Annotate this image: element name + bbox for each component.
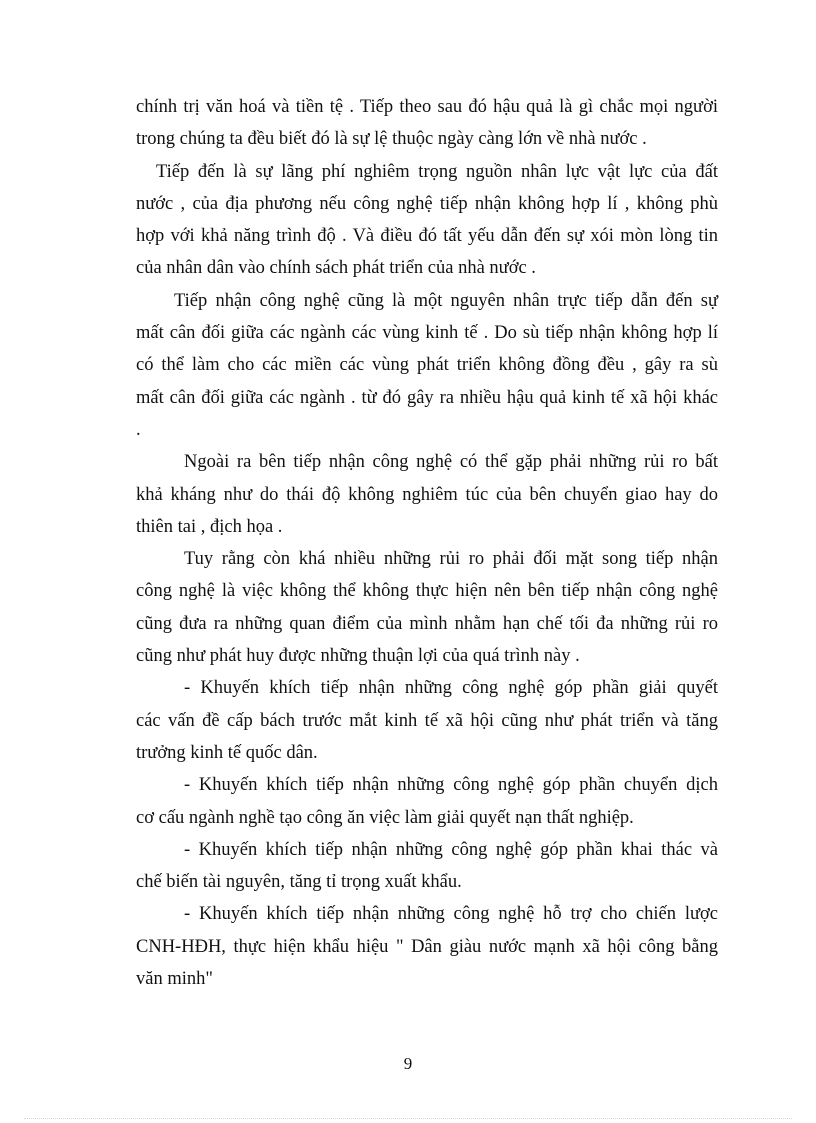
text-line: trưởng kinh tế quốc dân. [136, 742, 318, 763]
text-line: mất cân đối giữa các ngành . từ đó gây ra nhiều hậu quả kinh tế xã hội khác [136, 387, 718, 408]
text-line: trong chúng ta đều biết đó là sự lệ thuộc ngày càng lớn về nhà nước . [136, 129, 647, 150]
text-line: - Khuyến khích tiếp nhận những công nghệ góp phần giải quyết [184, 678, 718, 699]
text-line: Tiếp nhận công nghệ cũng là một nguyên nhân trực tiếp dẫn đến sự [174, 290, 718, 311]
text-line: - Khuyến khích tiếp nhận những công nghệ hỗ trợ cho chiến lược [184, 904, 718, 925]
text-line: Tiếp đến là sự lãng phí nghiêm trọng nguồn nhân lực vật lực của đất [156, 161, 718, 182]
text-line: nước , của địa phương nếu công nghệ tiếp nhận không hợp lí , không phù [136, 193, 718, 214]
text-line: - Khuyến khích tiếp nhận những công nghệ góp phần chuyển dịch [184, 775, 718, 796]
text-line: cũng như phát huy được những thuận lợi của quá trình này . [136, 646, 580, 667]
text-line: văn minh" [136, 969, 213, 990]
text-line: mất cân đối giữa các ngành các vùng kinh tế . Do sù tiếp nhận không hợp lí [136, 323, 718, 344]
text-line: thiên tai , địch họa . [136, 516, 283, 537]
text-line: - Khuyến khích tiếp nhận những công nghệ góp phần khai thác và [184, 839, 718, 860]
text-line: các vấn đề cấp bách trước mắt kinh tế xã hội cũng như phát triển và tăng [136, 710, 718, 731]
paragraph-4 [136, 446, 718, 543]
text-line: Ngoài ra bên tiếp nhận công nghệ có thể gặp phải những rủi ro bất [184, 452, 718, 473]
text-line: có thể làm cho các miền các vùng phát triển không đồng đều , gây ra sù [136, 355, 718, 376]
bullet-item [136, 769, 718, 834]
paragraph-1 [136, 91, 718, 156]
paragraph-3 [136, 285, 718, 446]
paragraph-2 [136, 156, 718, 285]
text-line: công nghệ là việc không thể không thực hiện nên bên tiếp nhận công nghệ [136, 581, 718, 602]
paragraph-5 [136, 543, 718, 672]
text-line: của nhân dân vào chính sách phát triển của nhà nước . [136, 258, 536, 279]
bullet-item [136, 834, 718, 899]
text-line: hợp với khả năng trình độ . Và điều đó tất yếu dẫn đến sự xói mòn lòng tin [136, 226, 718, 247]
text-line: Tuy rằng còn khá nhiều những rủi ro phải đối mặt song tiếp nhận [184, 549, 718, 570]
bullet-item [136, 898, 718, 995]
text-line: . [136, 419, 141, 440]
text-line: khả kháng như do thái độ không nghiêm túc của bên chuyển giao hay do [136, 484, 718, 505]
bullet-item [136, 672, 718, 769]
text-line: chế biến tài nguyên, tăng tỉ trọng xuất khẩu. [136, 872, 462, 893]
body-text [136, 91, 718, 995]
page-number: 9 [403, 1054, 413, 1073]
text-line: cơ cấu ngành nghề tạo công ăn việc làm giải quyết nạn thất nghiệp. [136, 807, 634, 828]
footer-divider [24, 1118, 792, 1119]
text-line: chính trị văn hoá và tiền tệ . Tiếp theo sau đó hậu quả là gì chắc mọi người [136, 97, 718, 117]
text-line: cũng đưa ra những quan điểm của mình nhằm hạn chế tối đa những rủi ro [136, 613, 718, 634]
text-line: CNH-HĐH, thực hiện khẩu hiệu " Dân giàu nước mạnh xã hội công bằng [136, 936, 718, 957]
